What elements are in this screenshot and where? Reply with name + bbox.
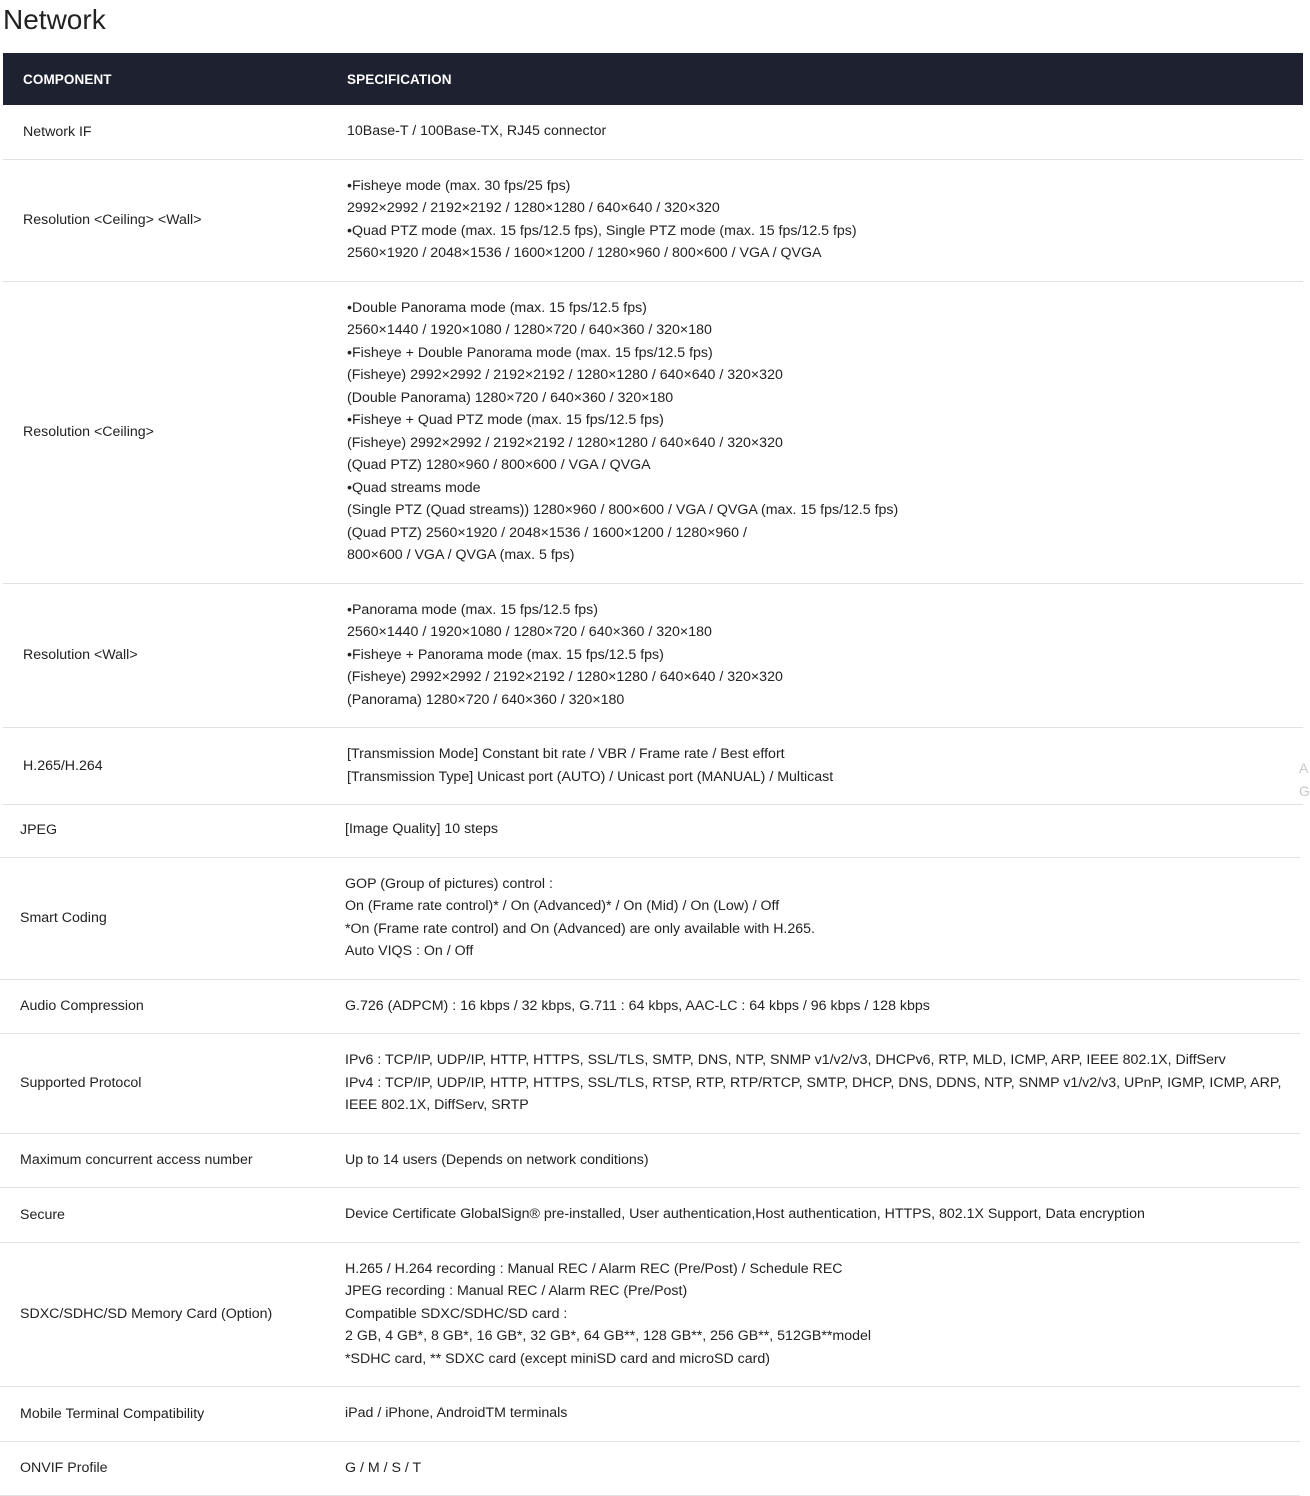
spec-line: •Fisheye mode (max. 30 fps/25 fps) <box>347 177 571 194</box>
table-row <box>0 1387 1300 1442</box>
spec-line: 2992×2992 / 2192×2192 / 1280×1280 / 640×640 / 320×320 <box>347 200 720 216</box>
spec-line: Up to 14 users (Depends on network conditions) <box>345 1151 649 1168</box>
spec-line: JPEG recording : Manual REC / Alarm REC (Pre/Post) <box>345 1283 688 1299</box>
component-cell: Supported Protocol <box>0 1034 325 1134</box>
table-row <box>0 857 1300 979</box>
spec-line: IPv4 : TCP/IP, UDP/IP, HTTP, HTTPS, SSL/TLS, RTSP, RTP, RTP/RTCP, SMTP, DHCP, DNS, DDNS, NTP, SNMP v1/v2/v3, UPnP, IGMP, ICMP, ARP, IEEE 802.1X, DiffServ, SRTP <box>345 1074 1282 1113</box>
spec-line: 2 GB, 4 GB*, 8 GB*, 16 GB*, 32 GB*, 64 GB**, 128 GB**, 256 GB**, 512GB**model <box>345 1328 872 1344</box>
specification-cell <box>327 583 1303 728</box>
table-row <box>3 583 1303 728</box>
spec-line: (Fisheye) 2992×2992 / 2192×2192 / 1280×1280 / 640×640 / 320×320 <box>347 434 783 451</box>
spec-line: (Panorama) 1280×720 / 640×360 / 320×180 <box>347 691 625 708</box>
spec-line: 800×600 / VGA / QVGA (max. 5 fps) <box>347 547 575 563</box>
spec-line: •Fisheye + Double Panorama mode (max. 15 fps/12.5 fps) <box>347 344 713 361</box>
spec-line: Auto VIQS : On / Off <box>345 943 474 959</box>
specification-cell <box>325 1133 1300 1188</box>
specification-cell <box>327 728 1303 805</box>
specification-cell <box>327 105 1303 159</box>
spec-line: 2560×1440 / 1920×1080 / 1280×720 / 640×360 / 320×180 <box>347 624 712 640</box>
spec-line: •Quad PTZ mode (max. 15 fps/12.5 fps), Single PTZ mode (max. 15 fps/12.5 fps) <box>347 222 857 239</box>
table-row <box>0 1034 1300 1134</box>
spec-line: (Single PTZ (Quad streams)) 1280×960 / 800×600 / VGA / QVGA (max. 15 fps/12.5 fps) <box>347 502 899 518</box>
component-cell: Maximum concurrent access number <box>0 1133 325 1188</box>
table-row <box>0 1133 1300 1188</box>
specification-cell <box>325 1387 1300 1442</box>
table-row <box>0 1242 1300 1387</box>
table-body-top <box>3 105 1303 805</box>
spec-line: (Quad PTZ) 2560×1920 / 2048×1536 / 1600×1200 / 1280×960 / <box>347 524 747 541</box>
table-row <box>0 1188 1300 1243</box>
spec-line: •Quad streams mode <box>347 479 481 496</box>
spec-line: Device Certificate GlobalSign® pre-installed, User authentication,Host authentication, HTTPS, 802.1X Support, Data encryption <box>345 1206 1145 1222</box>
column-header-component: COMPONENT <box>23 71 112 87</box>
spec-line: Compatible SDXC/SDHC/SD card : <box>345 1305 568 1322</box>
component-cell: Smart Coding <box>0 857 325 979</box>
page-title: Network <box>3 4 106 35</box>
spec-table-bottom <box>0 803 1300 1496</box>
spec-table-top <box>3 53 1303 805</box>
table-row <box>3 105 1303 159</box>
spec-line: iPad / iPhone, AndroidTM terminals <box>345 1405 568 1421</box>
spec-line: [Image Quality] 10 steps <box>345 821 498 837</box>
spec-line: (Fisheye) 2992×2992 / 2192×2192 / 1280×1280 / 640×640 / 320×320 <box>347 367 783 383</box>
table-row <box>3 728 1303 805</box>
spec-line: IPv6 : TCP/IP, UDP/IP, HTTP, HTTPS, SSL/TLS, SMTP, DNS, NTP, SNMP v1/v2/v3, DHCPv6, RTP, MLD, ICMP, ARP, IEEE 802.1X, DiffServ <box>345 1052 1226 1068</box>
component-cell: Mobile Terminal Compatibility <box>0 1387 325 1442</box>
table-row <box>3 159 1303 281</box>
component-cell: Resolution <Ceiling> <Wall> <box>3 159 327 281</box>
component-cell: Secure <box>0 1188 325 1243</box>
specification-cell <box>325 1242 1300 1387</box>
spec-line: •Double Panorama mode (max. 15 fps/12.5 fps) <box>347 299 647 316</box>
spec-line: GOP (Group of pictures) control : <box>345 875 553 892</box>
spec-line: G / M / S / T <box>345 1459 422 1476</box>
table-row <box>3 281 1303 583</box>
component-cell: H.265/H.264 <box>3 728 327 805</box>
spec-line: [Transmission Mode] Constant bit rate / VBR / Frame rate / Best effort <box>347 746 785 762</box>
spec-line: On (Frame rate control)* / On (Advanced)* / On (Mid) / On (Low) / Off <box>345 898 780 914</box>
spec-line: H.265 / H.264 recording : Manual REC / Alarm REC (Pre/Post) / Schedule REC <box>345 1260 843 1277</box>
component-cell: SDXC/SDHC/SD Memory Card (Option) <box>0 1242 325 1387</box>
spec-line: (Fisheye) 2992×2992 / 2192×2192 / 1280×1280 / 640×640 / 320×320 <box>347 669 783 685</box>
spec-line: 2560×1920 / 2048×1536 / 1600×1200 / 1280×960 / 800×600 / VGA / QVGA <box>347 245 822 261</box>
spec-line: •Fisheye + Panorama mode (max. 15 fps/12.5 fps) <box>347 646 664 663</box>
table-row <box>0 979 1300 1034</box>
table-body-bottom <box>0 803 1300 1496</box>
spec-line: (Quad PTZ) 1280×960 / 800×600 / VGA / QVGA <box>347 457 651 473</box>
spec-line: 10Base-T / 100Base-TX, RJ45 connector <box>347 123 607 139</box>
component-cell: Audio Compression <box>0 979 325 1034</box>
specification-cell <box>325 803 1300 857</box>
specification-cell <box>325 1441 1300 1496</box>
component-cell: Resolution <Wall> <box>3 583 327 728</box>
specification-cell <box>327 281 1303 583</box>
component-cell: JPEG <box>0 803 325 857</box>
component-cell: Network IF <box>3 105 327 159</box>
table-header <box>3 53 1303 105</box>
table-row <box>0 803 1300 857</box>
spec-line: (Double Panorama) 1280×720 / 640×360 / 320×180 <box>347 389 674 406</box>
component-cell: Resolution <Ceiling> <box>3 281 327 583</box>
spec-line: *SDHC card, ** SDXC card (except miniSD card and microSD card) <box>345 1350 770 1367</box>
spec-line: •Panorama mode (max. 15 fps/12.5 fps) <box>347 601 599 618</box>
spec-line: •Fisheye + Quad PTZ mode (max. 15 fps/12.5 fps) <box>347 412 664 428</box>
table-row <box>0 1441 1300 1496</box>
spec-line: 2560×1440 / 1920×1080 / 1280×720 / 640×360 / 320×180 <box>347 322 712 338</box>
specification-cell <box>325 1034 1300 1134</box>
edge-mark-g: G <box>1299 783 1310 799</box>
column-header-specification: SPECIFICATION <box>347 71 452 87</box>
specification-cell <box>327 159 1303 281</box>
specification-cell <box>325 979 1300 1034</box>
component-cell: ONVIF Profile <box>0 1441 325 1496</box>
specification-cell <box>325 1188 1300 1243</box>
spec-line: *On (Frame rate control) and On (Advanced) are only available with H.265. <box>345 920 815 937</box>
spec-line: G.726 (ADPCM) : 16 kbps / 32 kbps, G.711 : 64 kbps, AAC-LC : 64 kbps / 96 kbps / 128 kbps <box>345 997 930 1014</box>
spec-line: [Transmission Type] Unicast port (AUTO) / Unicast port (MANUAL) / Multicast <box>347 768 834 785</box>
edge-mark-a: A <box>1299 760 1309 776</box>
specification-cell <box>325 857 1300 979</box>
